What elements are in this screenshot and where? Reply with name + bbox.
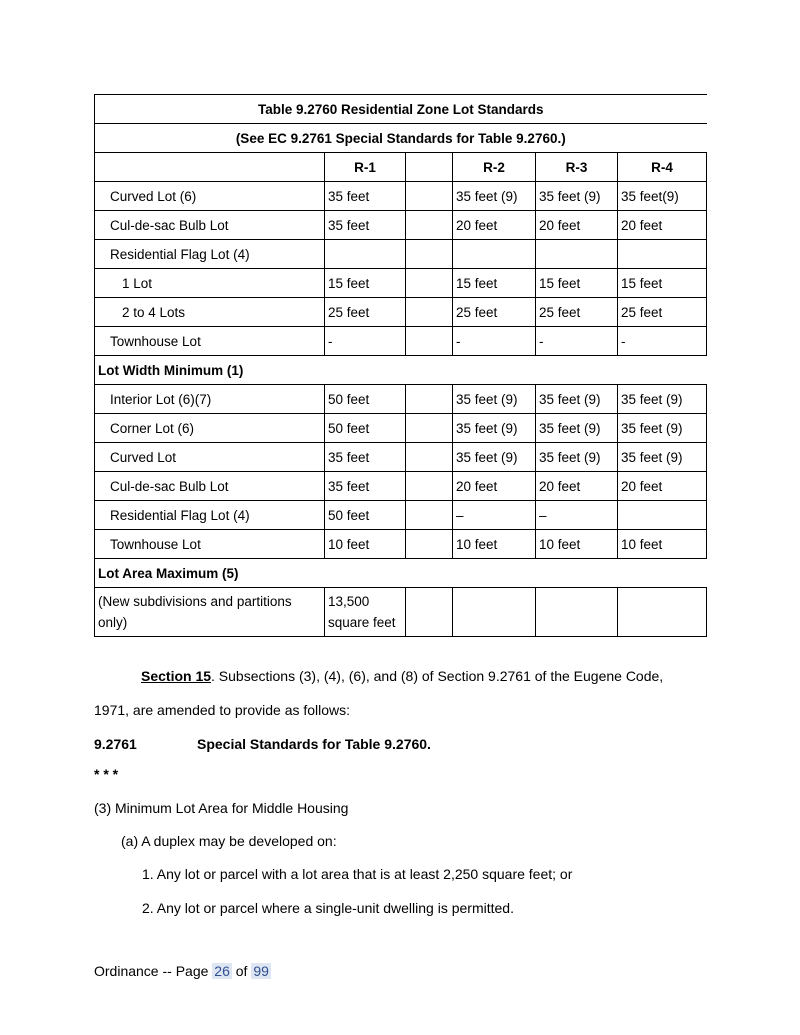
page-number-field: 26	[214, 963, 230, 979]
item-2: 2. Any lot or parcel where a single-unit dwelling is permitted.	[142, 900, 514, 916]
table-cell: –	[536, 501, 618, 530]
item-1: 1. Any lot or parcel with a lot area that is at least 2,250 square feet; or	[142, 866, 573, 882]
table-cell: 25 feet	[453, 298, 536, 327]
table-row	[95, 211, 707, 240]
row-label: Townhouse Lot	[95, 327, 325, 356]
table-cell	[406, 327, 453, 356]
table-cell	[406, 472, 453, 501]
table-cell	[406, 298, 453, 327]
table-cell: 35 feet (9)	[618, 414, 707, 443]
table-row	[95, 385, 707, 414]
table-cell: 20 feet	[618, 211, 707, 240]
table-cell	[618, 501, 707, 530]
table-cell: 25 feet	[618, 298, 707, 327]
table-cell: 13,500 square feet	[325, 588, 406, 637]
table-cell	[406, 501, 453, 530]
table-cell: 35 feet (9)	[453, 385, 536, 414]
column-header	[406, 153, 453, 182]
table-cell: 35 feet (9)	[618, 385, 707, 414]
table-row	[95, 501, 707, 530]
page-total-field: 99	[253, 963, 269, 979]
table-section-row	[95, 356, 707, 385]
footer-of: of	[231, 963, 252, 979]
table-cell	[406, 385, 453, 414]
omission-stars: * * *	[94, 766, 119, 782]
row-label: Townhouse Lot	[95, 530, 325, 559]
section-heading-line	[141, 668, 663, 684]
column-header-r2: R-2	[453, 153, 536, 182]
table-cell: 15 feet	[325, 269, 406, 298]
table-row	[95, 414, 707, 443]
table-cell: 35 feet	[325, 472, 406, 501]
table-cell: –	[453, 501, 536, 530]
row-label: Corner Lot (6)	[95, 414, 325, 443]
table-cell: 35 feet (9)	[536, 414, 618, 443]
table-cell	[406, 443, 453, 472]
code-title: Special Standards for Table 9.2760.	[197, 736, 431, 752]
row-label: 2 to 4 Lots	[95, 298, 325, 327]
row-label: 1 Lot	[95, 269, 325, 298]
table-cell: 10 feet	[325, 530, 406, 559]
table-cell	[406, 211, 453, 240]
table-cell: 35 feet (9)	[453, 443, 536, 472]
row-label: Cul-de-sac Bulb Lot	[95, 472, 325, 501]
item-a: (a) A duplex may be developed on:	[121, 833, 337, 849]
table-cell	[406, 588, 453, 637]
table-cell	[618, 240, 707, 269]
item-3: (3) Minimum Lot Area for Middle Housing	[94, 800, 349, 816]
table-row	[95, 327, 707, 356]
table-cell: 20 feet	[453, 211, 536, 240]
table-cell	[406, 414, 453, 443]
table-cell: 35 feet(9)	[618, 182, 707, 211]
table-cell: 10 feet	[453, 530, 536, 559]
table-cell: 25 feet	[536, 298, 618, 327]
table-cell	[536, 240, 618, 269]
table-cell	[406, 269, 453, 298]
table-cell	[406, 240, 453, 269]
table-cell: 35 feet (9)	[536, 443, 618, 472]
table-cell	[453, 240, 536, 269]
table-cell: 50 feet	[325, 414, 406, 443]
section-heading: Lot Width Minimum (1)	[95, 356, 707, 385]
table-cell: 10 feet	[536, 530, 618, 559]
table-cell: 35 feet	[325, 443, 406, 472]
lot-standards-table	[94, 94, 707, 637]
column-header-r3: R-3	[536, 153, 618, 182]
table-cell	[618, 588, 707, 637]
section-text: . Subsections (3), (4), (6), and (8) of Section 9.2761 of the Eugene Code,	[211, 668, 664, 684]
table-title: Table 9.2760 Residential Zone Lot Standards	[95, 95, 707, 124]
column-header-r1: R-1	[325, 153, 406, 182]
table-cell	[453, 588, 536, 637]
table-cell	[406, 530, 453, 559]
table-cell: 35 feet (9)	[618, 443, 707, 472]
section-label: Section 15	[141, 668, 212, 684]
row-label: Interior Lot (6)(7)	[95, 385, 325, 414]
table-cell: -	[453, 327, 536, 356]
table-row	[95, 240, 707, 269]
table-row	[95, 182, 707, 211]
table-cell: -	[536, 327, 618, 356]
table-cell: 15 feet	[453, 269, 536, 298]
table-cell: 20 feet	[453, 472, 536, 501]
table-cell: 15 feet	[618, 269, 707, 298]
column-header	[95, 153, 325, 182]
table-cell: 35 feet (9)	[453, 414, 536, 443]
table-row	[95, 269, 707, 298]
table-cell: 35 feet (9)	[536, 182, 618, 211]
table-cell: 20 feet	[536, 472, 618, 501]
table-header-row	[95, 153, 707, 182]
table-row	[95, 298, 707, 327]
section-text-line2: 1971, are amended to provide as follows:	[94, 702, 351, 718]
table-row	[95, 588, 707, 637]
row-label: Curved Lot	[95, 443, 325, 472]
table-cell: 35 feet (9)	[453, 182, 536, 211]
table-cell: 35 feet	[325, 211, 406, 240]
row-label: Cul-de-sac Bulb Lot	[95, 211, 325, 240]
table-cell: 20 feet	[536, 211, 618, 240]
row-label: Curved Lot (6)	[95, 182, 325, 211]
table-cell: 25 feet	[325, 298, 406, 327]
table-cell: 35 feet	[325, 182, 406, 211]
table-cell: 20 feet	[618, 472, 707, 501]
table-row	[95, 443, 707, 472]
table-cell: 15 feet	[536, 269, 618, 298]
table-row	[95, 472, 707, 501]
table-cell: 50 feet	[325, 385, 406, 414]
table-cell: 50 feet	[325, 501, 406, 530]
table-subtitle: (See EC 9.2761 Special Standards for Table 9.2760.)	[95, 124, 707, 153]
footer-prefix: Ordinance -- Page	[94, 963, 213, 979]
table-cell	[325, 240, 406, 269]
table-cell	[406, 182, 453, 211]
column-header-r4: R-4	[618, 153, 707, 182]
table-section-row	[95, 559, 707, 588]
row-label: Residential Flag Lot (4)	[95, 240, 325, 269]
table-cell	[536, 588, 618, 637]
row-label: (New subdivisions and partitions only)	[95, 588, 325, 637]
section-heading: Lot Area Maximum (5)	[95, 559, 707, 588]
page-footer	[94, 963, 271, 979]
table-cell: 10 feet	[618, 530, 707, 559]
row-label: Residential Flag Lot (4)	[95, 501, 325, 530]
table-row	[95, 530, 707, 559]
code-number: 9.2761	[94, 736, 137, 752]
table-cell: -	[618, 327, 707, 356]
table-cell: 35 feet (9)	[536, 385, 618, 414]
table-cell: -	[325, 327, 406, 356]
